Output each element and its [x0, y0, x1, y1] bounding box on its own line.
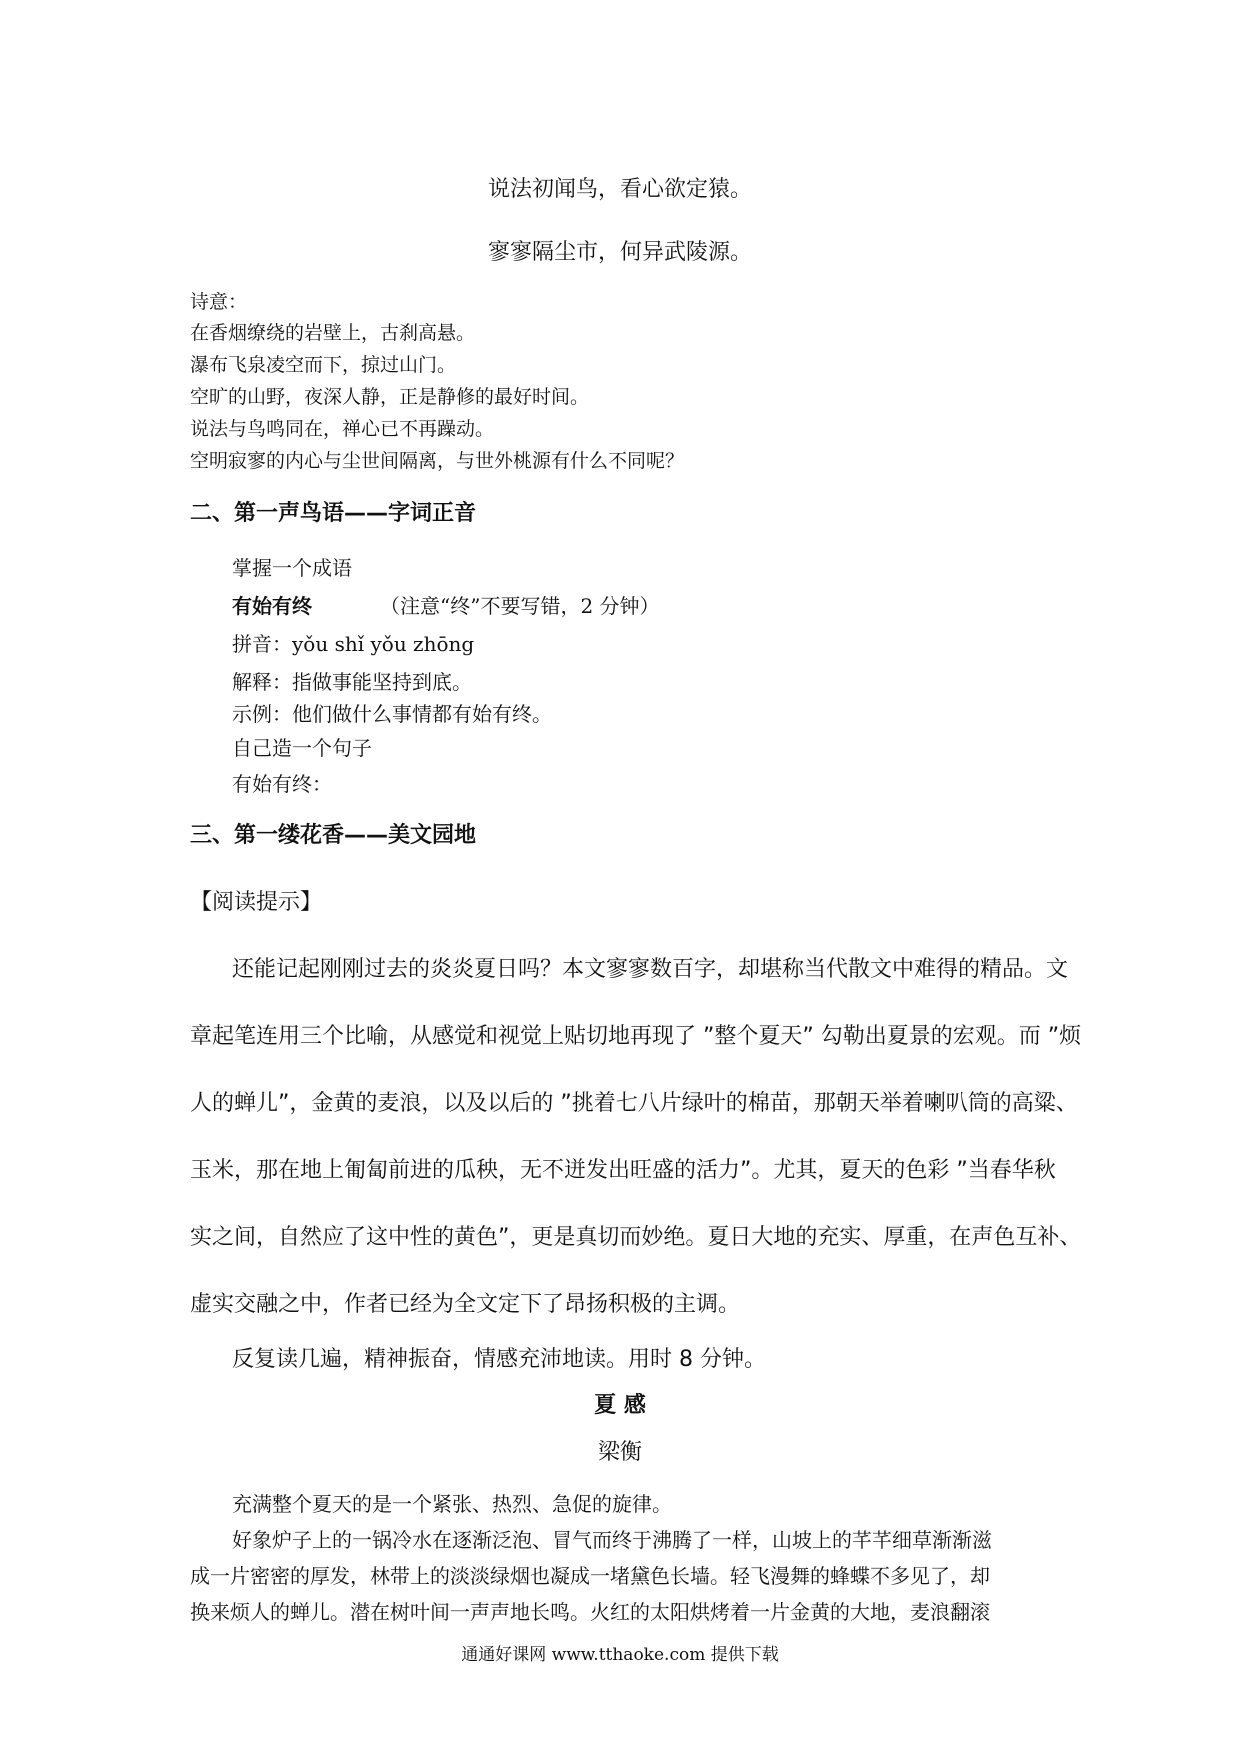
essay-line: 好象炉子上的一锅冷水在逐渐泛泡、冒气而终于沸腾了一样，山坡上的芊芊细草渐渐滋: [232, 1528, 992, 1552]
idiom-pinyin: 拼音：yǒu shǐ yǒu zhōng: [232, 632, 475, 656]
essay-line: 成一片密密的厚发，林带上的淡淡绿烟也凝成一堵黛色长墙。轻飞漫舞的蜂蝶不多见了，却: [190, 1564, 990, 1588]
reading-tip-line: 玉米，那在地上匍匐前进的瓜秧，无不迸发出旺盛的活力”。尤其，夏天的色彩 ”当春华秋: [190, 1158, 1056, 1183]
meaning-line: 在香烟缭绕的岩壁上，古刹高悬。: [190, 322, 476, 344]
idiom-word: 有始有终: [232, 594, 312, 618]
section-2-heading: 二、第一声鸟语——字词正音: [190, 501, 477, 526]
reading-tip-line: 实之间，自然应了这中性的黄色”，更是真切而妙绝。夏日大地的充实、厚重，在声色互补、: [190, 1225, 1082, 1250]
essay-title: 夏 感: [594, 1393, 646, 1418]
reading-instruction: 反复读几遍，精神振奋，情感充沛地读。用时 8 分钟。: [232, 1347, 766, 1372]
meaning-line: 空旷的山野，夜深人静，正是静修的最好时间。: [190, 386, 590, 408]
meaning-line: 瀑布飞泉凌空而下，掠过山门。: [190, 354, 457, 376]
poem-line-2: 寥寥隔尘市，何异武陵源。: [487, 240, 752, 265]
idiom-answer-prompt: 有始有终：: [232, 772, 332, 796]
reading-tip-line: 还能记起刚刚过去的炎炎夏日吗？本文寥寥数百字，却堪称当代散文中难得的精品。文: [232, 957, 1069, 982]
reading-tip-label: 【阅读提示】: [190, 890, 323, 915]
reading-tip-line: 虚实交融之中，作者已经为全文定下了昂扬积极的主调。: [190, 1292, 741, 1317]
meaning-label: 诗意：: [190, 291, 248, 313]
make-sentence-prompt: 自己造一个句子: [232, 736, 372, 760]
meaning-line: 说法与鸟鸣同在，禅心已不再躁动。: [190, 418, 495, 440]
poem-line-1: 说法初闻鸟，看心欲定猿。: [487, 177, 752, 202]
essay-line: 充满整个夏天的是一个紧张、热烈、急促的旋律。: [232, 1492, 672, 1516]
page-footer: 通通好课网 www.tthaoke.com 提供下载: [461, 1645, 779, 1665]
section-3-heading: 三、第一缕花香——美文园地: [190, 823, 477, 848]
idiom-note: （注意“终”不要写错，2 分钟）: [380, 594, 660, 618]
reading-tip-line: 人的蝉儿”，金黄的麦浪，以及以后的 ”挑着七八片绿叶的棉苗，那朝天举着喇叭筒的高粱、: [190, 1091, 1078, 1116]
essay-line: 换来烦人的蝉儿。潜在树叶间一声声地长鸣。火红的太阳烘烤着一片金黄的大地，麦浪翻滚: [190, 1600, 990, 1624]
essay-author: 梁衡: [597, 1440, 642, 1465]
idiom-example: 示例：他们做什么事情都有始有终。: [232, 702, 552, 726]
idiom-intro: 掌握一个成语: [232, 556, 352, 580]
idiom-explanation: 解释：指做事能坚持到底。: [232, 670, 472, 694]
meaning-line: 空明寂寥的内心与尘世间隔离，与世外桃源有什么不同呢？: [190, 450, 685, 472]
reading-tip-line: 章起笔连用三个比喻，从感觉和视觉上贴切地再现了 ”整个夏天” 勾勒出夏景的宏观。而 ”烦: [190, 1024, 1082, 1049]
